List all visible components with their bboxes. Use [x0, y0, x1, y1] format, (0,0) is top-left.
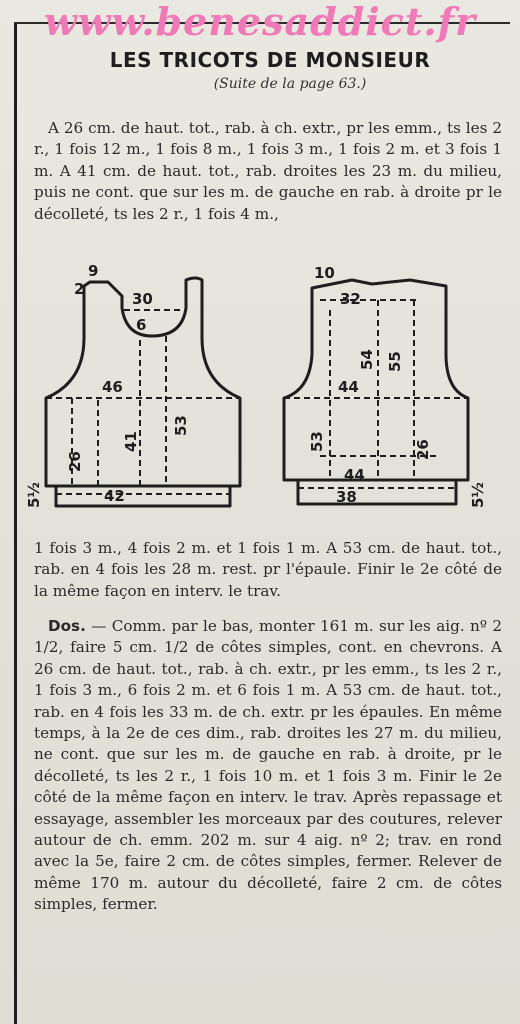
back-label-26: 26: [414, 439, 432, 460]
front-label-53: 53: [172, 415, 190, 436]
paragraph-2: 1 fois 3 m., 4 fois 2 m. et 1 fois 1 m. A 53 cm. de haut. tot., rab. en 4 fois les 28 m. rest. pr l'épaule. Finir le 2e côté de la même façon en interv. le trav.: [34, 539, 502, 600]
back-label-38: 38: [336, 488, 357, 506]
back-ribbing: [298, 480, 456, 504]
article-title: LES TRICOTS DE MONSIEUR: [109, 48, 431, 72]
back-label-55: 55: [386, 351, 404, 372]
back-label-54: 54: [358, 349, 376, 370]
back-label-10: 10: [314, 264, 335, 282]
dos-heading: Dos.: [48, 617, 86, 635]
back-label-44-upper: 44: [338, 378, 359, 396]
front-label-6: 6: [136, 316, 147, 334]
dos-text: — Comm. par le bas, monter 161 m. sur les aig. nº 2 1/2, faire 5 cm. 1/2 de côtes simples, cont. en chevrons. A 26 cm. de haut. tot., rab. à ch. extr., pr les emm., ts les 2 r., 1 fois 3 m., 6 fois 2 m. et 6 fois 1 m. A 53 cm. de haut. tot., rab. en 4 fois les 33 m. de ch. extr. pr les épaules. En même temps, à la 2e de ces dim., rab. droites les 27 m. du milieu, ne cont. que sur les m. de gauche en rab. à droite, pr le décolleté, ts les 2 r., 1 fois 10 m. et 1 fois 3 m. Finir le 2e côté de la même façon en interv. le trav. Après repassage et essayage, assembler les morceaux par des coutures, relever autour de ch. emm. 202 m. sur 4 aig. nº 2; trav. en rond avec la 5e, faire 2 cm. de côtes simples, fermer. Relever de même 170 m. autour du décolleté, faire 2 cm. de côtes simples, fermer.: [34, 617, 502, 914]
dos-section: [34, 616, 502, 916]
front-label-26: 26: [66, 451, 84, 472]
back-label-44-lower: 44: [344, 466, 365, 484]
back-label-32: 32: [340, 290, 361, 308]
back-label-53: 53: [308, 431, 326, 452]
article-subtitle: (Suite de la page 63.): [213, 76, 367, 92]
front-label-9: 9: [88, 262, 99, 280]
front-label-5half: 5½: [25, 482, 43, 508]
front-ribbing: [56, 486, 230, 506]
watermark: www.benesaddict.fr: [44, 0, 476, 44]
front-label-41: 41: [122, 431, 140, 452]
paragraph-1: A 26 cm. de haut. tot., rab. à ch. extr., pr les emm., ts les 2 r., 1 fois 12 m., 1 fois 8 m., 1 fois 3 m., 1 fois 2 m. et 3 fois 1 m. A 41 cm. de haut. tot., rab. droites les 23 m. du milieu, puis ne cont. que sur les m. de gauche en rab. à droite pr le décolleté, ts les 2 r., 1 fois 4 m.,: [34, 119, 502, 223]
front-label-2: 2: [74, 280, 85, 298]
back-label-5half: 5½: [469, 482, 487, 508]
front-label-42: 42: [104, 487, 125, 505]
front-label-30: 30: [132, 290, 153, 308]
front-label-46: 46: [102, 378, 123, 396]
